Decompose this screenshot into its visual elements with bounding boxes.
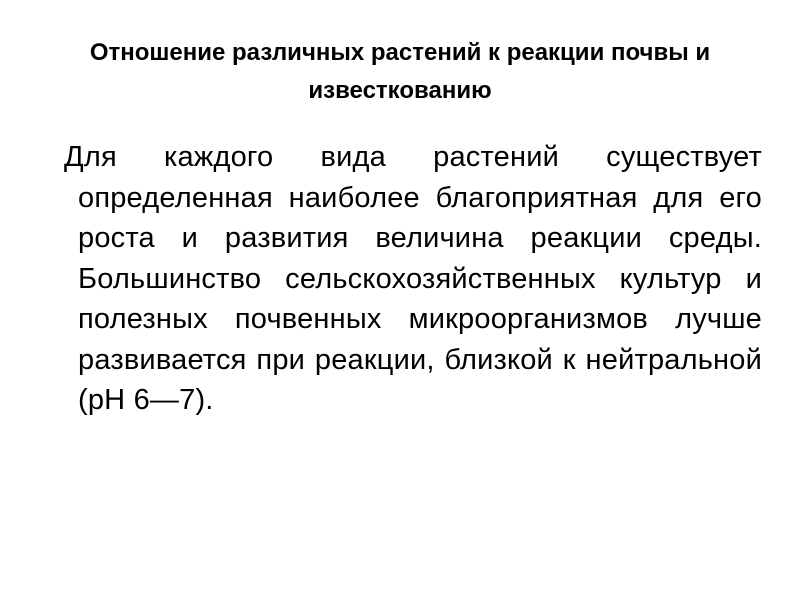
slide-title: Отношение различных растений к реакции почвы и известкованию: [89, 39, 711, 104]
slide-body-text: Для каждого вида растений существует определенная наиболее благоприятная для его роста и развития величина реакции среды. Большинство сельскохозяйственных культур и полезных почвенных микроорганизмов лучше развивается при реакции, близкой к нейтральной (рН 6—7).: [64, 141, 762, 416]
